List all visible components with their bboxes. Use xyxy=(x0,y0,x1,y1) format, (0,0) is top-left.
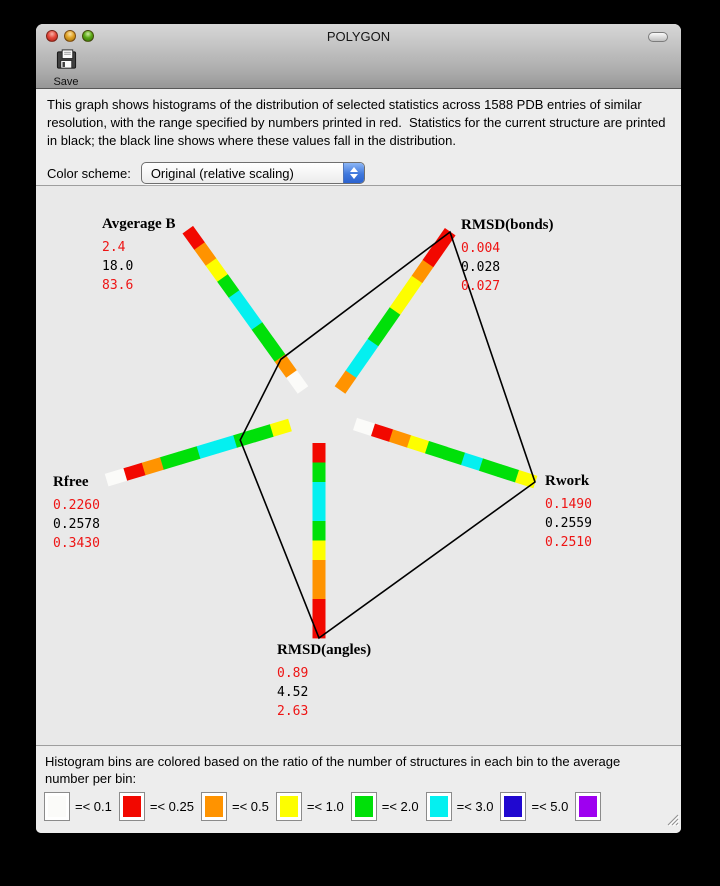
legend-swatch-red xyxy=(119,792,145,821)
legend-bin-label: =< 5.0 xyxy=(531,799,569,814)
legend-bin-label: =< 1.0 xyxy=(306,799,344,814)
description-text: This graph shows histograms of the distribution of selected statistics across 1588 PDB entries of similar resolution, with the range specified by numbers printed in red. Statistics for the current structure are printed in black; the black line shows where these values fall in the distribution. xyxy=(47,97,670,148)
legend-swatch-white xyxy=(44,792,70,821)
legend-swatch-cyan xyxy=(426,792,452,821)
save-button-label: Save xyxy=(53,76,79,88)
legend-bin-label: =< 2.0 xyxy=(381,799,419,814)
legend-swatch-yellow xyxy=(276,792,302,821)
legend-bin-red xyxy=(119,792,201,821)
color-scheme-row xyxy=(47,162,365,184)
color-scheme-popup[interactable] xyxy=(141,162,365,184)
axis-min: 0.89 xyxy=(277,666,309,681)
axis-max: 0.2510 xyxy=(545,535,592,550)
axis-value: 4.52 xyxy=(277,685,309,700)
titlebar[interactable] xyxy=(36,24,681,48)
axis-value: 0.2578 xyxy=(53,517,100,532)
popup-stepper-icon xyxy=(343,163,364,183)
color-scheme-selected: Original (relative scaling) xyxy=(150,165,294,181)
axis-label-rwork: Rwork 0.1490 0.2559 0.2510 xyxy=(545,473,592,550)
histogram-bar-avgerage-b xyxy=(182,226,308,394)
legend-bin-yellow xyxy=(276,792,351,821)
legend-bin-blue xyxy=(500,792,575,821)
toolbar xyxy=(36,48,681,88)
axis-max: 83.6 xyxy=(102,278,134,293)
legend-bin-white xyxy=(44,792,119,821)
axis-label-avgerage-b: Avgerage B 2.4 18.0 83.6 xyxy=(102,216,176,293)
legend-bin-orange xyxy=(201,792,276,821)
legend-swatch-blue xyxy=(500,792,526,821)
histogram-bar-rfree xyxy=(105,419,292,487)
polygon-window xyxy=(36,24,681,833)
resize-grip[interactable] xyxy=(665,812,679,831)
legend-swatch-orange xyxy=(201,792,227,821)
histogram-bar-rwork xyxy=(353,418,537,488)
save-button[interactable] xyxy=(44,48,88,88)
histogram-bar-rmsd-bonds- xyxy=(335,228,456,394)
axis-max: 0.027 xyxy=(461,279,501,294)
axis-min: 0.1490 xyxy=(545,497,592,512)
histogram-bar-rmsd-angles- xyxy=(313,443,326,638)
axis-label-rfree: Rfree 0.2260 0.2578 0.3430 xyxy=(53,474,100,551)
axis-min: 2.4 xyxy=(102,240,126,255)
axis-min: 0.004 xyxy=(461,241,501,256)
axis-min: 0.2260 xyxy=(53,498,100,513)
window-title: POLYGON xyxy=(326,29,391,44)
axis-value: 18.0 xyxy=(102,259,134,274)
color-scheme-label: Color scheme: xyxy=(47,165,131,181)
legend-bin-label: =< 0.1 xyxy=(75,799,112,814)
legend-bin-label: =< 0.25 xyxy=(149,799,194,814)
legend-swatch-green xyxy=(351,792,377,821)
axis-label-rmsd-angles: RMSD(angles) 0.89 4.52 2.63 xyxy=(277,642,372,719)
legend-bin-green xyxy=(351,792,426,821)
legend-bin-label: =< 0.5 xyxy=(231,799,269,814)
toolbar-toggle-button[interactable] xyxy=(648,32,668,42)
legend-bin-label: =< 3.0 xyxy=(456,799,494,814)
legend-bin-purple xyxy=(575,792,613,821)
floppy-disk-icon xyxy=(55,58,78,75)
axis-value: 0.2559 xyxy=(545,516,592,531)
legend-bins-row xyxy=(44,792,613,821)
legend-swatch-purple xyxy=(575,792,601,821)
radar-plot xyxy=(36,186,681,746)
description-panel xyxy=(36,89,681,186)
axis-max: 0.3430 xyxy=(53,536,100,551)
axis-label-rmsd-bonds: RMSD(bonds) 0.004 0.028 0.027 xyxy=(461,217,554,294)
legend-panel xyxy=(36,747,681,833)
legend-text: Histogram bins are colored based on the ratio of the number of structures in each bin to the average number per bin: xyxy=(45,754,621,786)
legend-bin-cyan xyxy=(426,792,501,821)
axis-max: 2.63 xyxy=(277,704,309,719)
window-header xyxy=(36,24,681,89)
axis-value: 0.028 xyxy=(461,260,501,275)
